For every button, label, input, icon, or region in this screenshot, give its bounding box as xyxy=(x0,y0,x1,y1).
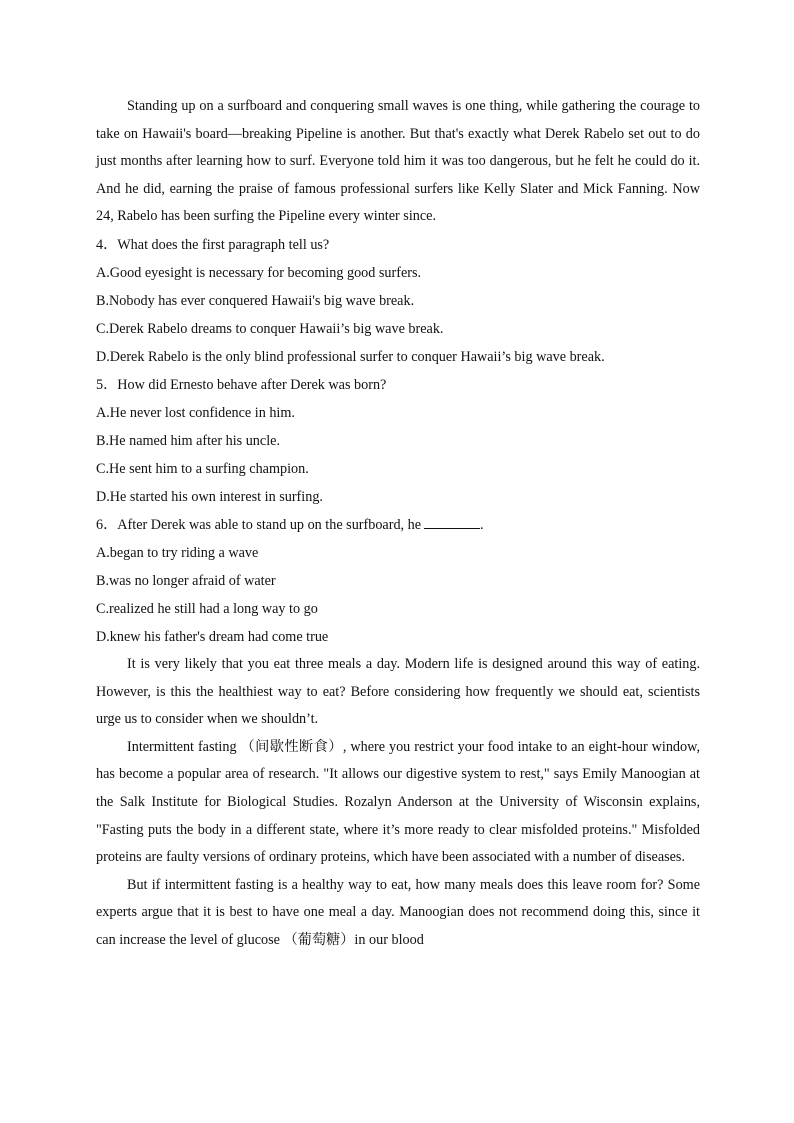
question-5-option-b: B.He named him after his uncle. xyxy=(96,432,280,449)
question-6-stem: 6．After Derek was able to stand up on the surfboard, he xyxy=(96,516,422,533)
answer-blank xyxy=(424,516,480,529)
question-6 xyxy=(96,511,700,651)
passage2-paragraph-1: It is very likely that you eat three meals a day. Modern life is designed around this way of eating. However, is this the healthiest way to eat? Before considering how frequently we should eat, scientists urge us to consider when we shouldn’t. xyxy=(96,655,700,728)
question-4-option-c: C.Derek Rabelo dreams to conquer Hawaii’s big wave break. xyxy=(96,320,444,337)
question-5-option-a: A.He never lost confidence in him. xyxy=(96,404,295,421)
question-6-stem-line xyxy=(96,511,700,539)
question-4 xyxy=(96,231,700,371)
question-6-option-b: B.was no longer afraid of water xyxy=(96,572,276,589)
question-6-option-d: D.knew his father's dream had come true xyxy=(96,628,329,645)
question-5-stem: 5．How did Ernesto behave after Derek was born? xyxy=(96,376,387,393)
question-4-option-b: B.Nobody has ever conquered Hawaii's big wave break. xyxy=(96,292,415,309)
passage2-paragraph-2: Intermittent fasting （间歇性断食）, where you restrict your food intake to an eight-hour window, has become a popular area of research. "It allows our digestive system to rest," says Emily Manoogian at the Salk Institute for Biological Studies. Rozalyn Anderson at the University of Wisconsin explains, "Fasting puts the body in a different state, where it’s more ready to clear misfolded proteins." Misfolded proteins are faulty versions of ordinary proteins, which have been associated with a number of diseases. xyxy=(96,738,700,866)
question-6-option-c: C.realized he still had a long way to go xyxy=(96,600,318,617)
question-6-option-a: A.began to try riding a wave xyxy=(96,544,259,561)
passage1-paragraph: Standing up on a surfboard and conquering small waves is one thing, while gathering the courage to take on Hawaii's board—breaking Pipeline is another. But that's exactly what Derek Rabelo set out to do just months after learning how to surf. Everyone told him it was too dangerous, but he felt he could do it. And he did, earning the praise of famous professional surfers like Kelly Slater and Mick Fanning. Now 24, Rabelo has been surfing the Pipeline every winter since. xyxy=(96,98,700,225)
question-6-stem-end: . xyxy=(480,516,484,533)
document-page xyxy=(96,93,700,955)
question-4-option-a: A.Good eyesight is necessary for becoming good surfers. xyxy=(96,264,422,281)
question-4-stem: 4．What does the first paragraph tell us? xyxy=(96,236,330,253)
question-4-option-d: D.Derek Rabelo is the only blind professional surfer to conquer Hawaii’s big wave break. xyxy=(96,348,605,365)
question-5 xyxy=(96,371,700,511)
passage2-paragraph-3: But if intermittent fasting is a healthy way to eat, how many meals does this leave room for? Some experts argue that it is best to have one meal a day. Manoogian does not recommend doing this, since it can increase the level of glucose （葡萄糖）in our blood xyxy=(96,876,700,948)
question-5-option-d: D.He started his own interest in surfing. xyxy=(96,488,323,505)
question-5-option-c: C.He sent him to a surfing champion. xyxy=(96,460,309,477)
